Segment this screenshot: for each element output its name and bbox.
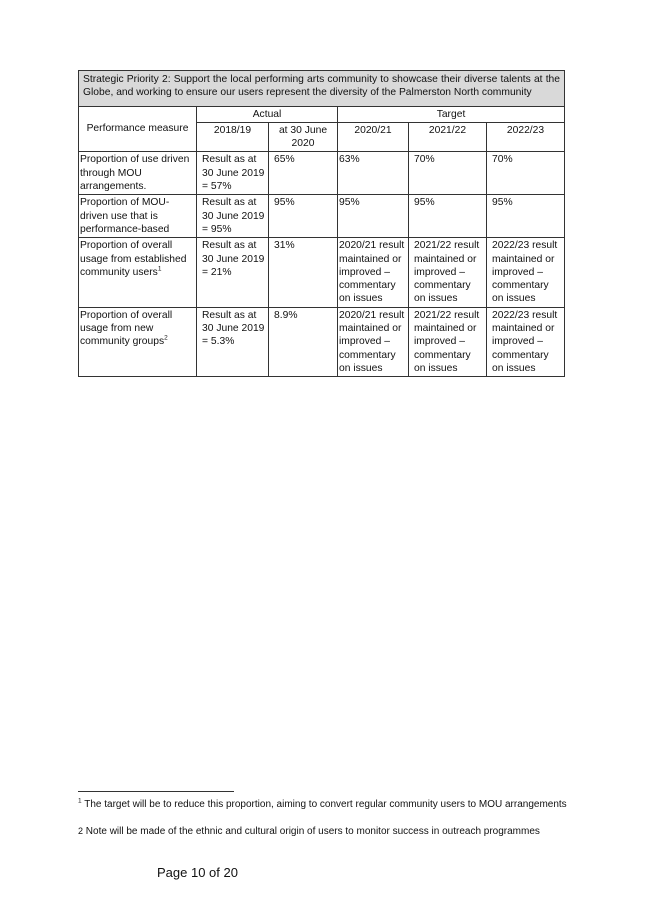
table-cell: Result as at 30 June 2019 = 57% [197, 152, 269, 195]
footnote-ref: 2 [164, 334, 168, 342]
table-cell: 2022/23 result maintained or improved – commentary on issues [487, 307, 565, 376]
actual-header: Actual [197, 106, 338, 122]
table-cell: 31% [269, 238, 338, 307]
table-cell: 2021/22 result maintained or improved – commentary on issues [409, 238, 487, 307]
table-cell: 63% [338, 152, 409, 195]
table-cell: 8.9% [269, 307, 338, 376]
table-title-row [79, 71, 565, 107]
measure-cell: Proportion of MOU-driven use that is performance-based [79, 195, 197, 238]
target-header: Target [338, 106, 565, 122]
footnote [78, 798, 568, 811]
table-cell: 65% [269, 152, 338, 195]
table-cell: 70% [487, 152, 565, 195]
footnote-text: Note will be made of the ethnic and cultural origin of users to monitor success in outreach programmes [85, 826, 540, 837]
measure-cell: Proportion of overall usage from established community users$^1$ [79, 238, 197, 307]
page-number: Page 10 of 20 [157, 865, 238, 880]
table-cell: 2020/21 result maintained or improved – commentary on issues [338, 307, 409, 376]
table-cell: 2021/22 result maintained or improved – commentary on issues [409, 307, 487, 376]
table-row [79, 238, 565, 307]
footnote-divider [78, 791, 234, 792]
strategic-priority-title: Strategic Priority 2: Support the local performing arts community to showcase their diverse talents at the Globe, and working to ensure our users represent the diversity of the Palmerston North community [79, 71, 565, 107]
year-header: 2021/22 [409, 122, 487, 152]
performance-measure-header: Performance measure [79, 106, 197, 152]
table-cell: 2020/21 result maintained or improved – commentary on issues [338, 238, 409, 307]
year-header: 2020/21 [338, 122, 409, 152]
table-cell: Result as at 30 June 2019 = 95% [197, 195, 269, 238]
table-row [79, 195, 565, 238]
footnote [78, 825, 568, 838]
footnote-ref: 1 [157, 265, 162, 273]
table-cell: 95% [409, 195, 487, 238]
table-cell: 70% [409, 152, 487, 195]
table-cell: 95% [338, 195, 409, 238]
table-cell: 2022/23 result maintained or improved – commentary on issues [487, 238, 565, 307]
table-cell: 95% [487, 195, 565, 238]
table-cell: Result as at 30 June 2019 = 21% [197, 238, 269, 307]
footnote-mark: 2 [78, 826, 84, 836]
footnote-text: The target will be to reduce this proportion, aiming to convert regular community users to MOU arrangements [84, 799, 567, 810]
footnote-mark: 1 [78, 797, 82, 805]
table-cell: 95% [269, 195, 338, 238]
table-row [79, 152, 565, 195]
table-row [79, 307, 565, 376]
measure-cell: Proportion of overall usage from new community groups$^2$ [79, 307, 197, 376]
performance-table [78, 70, 565, 377]
table-cell: Result as at 30 June 2019 = 5.3% [197, 307, 269, 376]
year-header: at 30 June 2020 [269, 122, 338, 152]
year-header: 2018/19 [197, 122, 269, 152]
year-header: 2022/23 [487, 122, 565, 152]
measure-cell: Proportion of use driven through MOU arrangements. [79, 152, 197, 195]
table-header-row [79, 106, 565, 122]
